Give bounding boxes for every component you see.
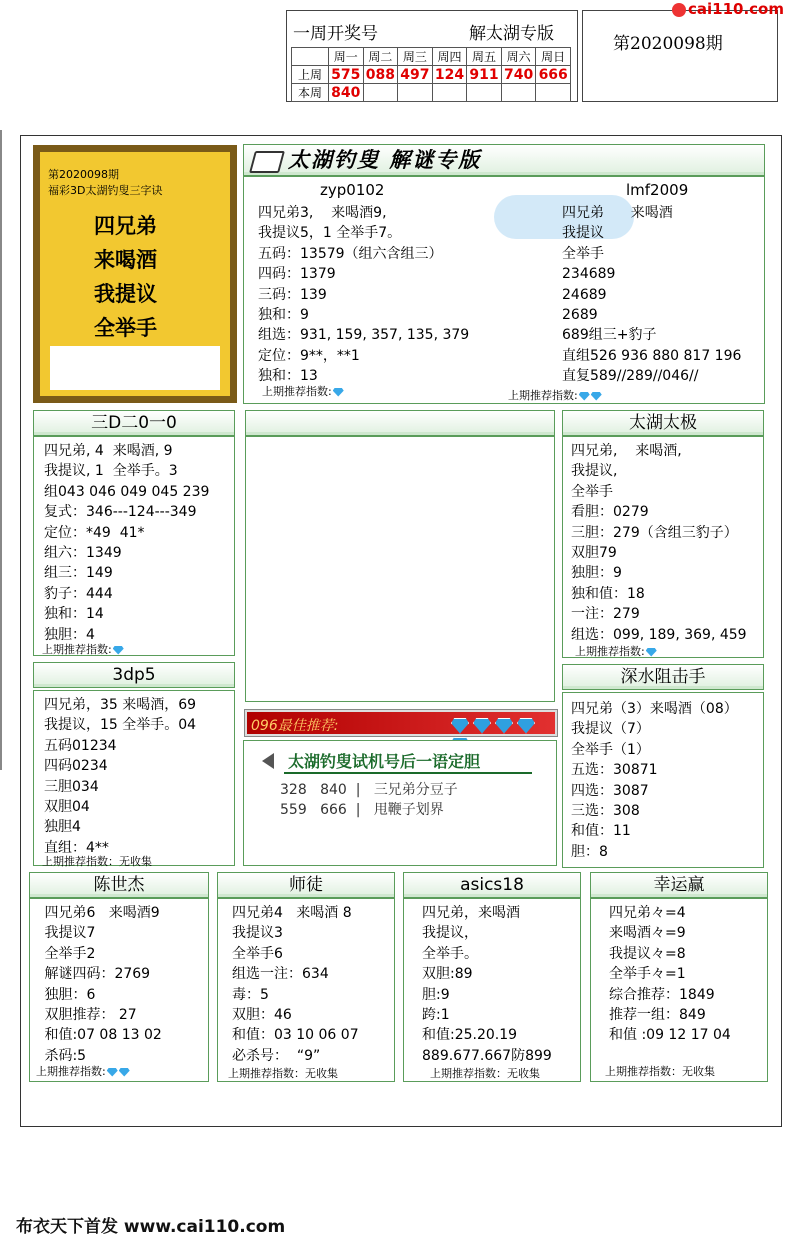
- recommend-index: 上期推荐指数:: [36, 1063, 130, 1079]
- main-title-bar: [243, 144, 765, 176]
- test-number-panel: [243, 740, 557, 866]
- row-label: 本周: [292, 84, 329, 102]
- recommend-index: 上期推荐指数：无收集: [605, 1065, 715, 1078]
- diamond-icon: [113, 646, 124, 655]
- author-name: zyp0102: [320, 181, 385, 199]
- author-name: lmf2009: [626, 181, 689, 199]
- forecast-lines: 四兄弟, 4 来喝酒, 9 我提议, 1 全举手。3 组043 046 049 045 239 复式：346---124---349 定位：*49 41* 组六：1349 组三：149 豹子：444 独和：14 独胆：4: [44, 443, 210, 643]
- period-box: [582, 10, 778, 102]
- best-recommend-bar: [245, 710, 557, 736]
- logo-text: cai110.com: [688, 0, 784, 18]
- panel-title: 幸运赢: [590, 872, 768, 898]
- forecast-lines: 四兄弟3, 来喝酒9, 我提议5，1 全举手7。 五码：13579（组六含组三） 四码：1379 三码：139 独和：9 组选：931, 159, 357, 135, 379 定位：9**，**1 独和：13: [258, 205, 470, 385]
- recommend-index: 上期推荐指数：无收集: [228, 1067, 338, 1080]
- poster-line: 四兄弟: [94, 213, 157, 238]
- period-label: 第2020098期: [613, 34, 723, 54]
- forecast-lines: 四兄弟 来喝酒 我提议 全举手 234689 24689 2689 689组三+豹子 直组526 936 880 817 196 直复589//289//046//: [562, 205, 742, 385]
- recommend-index: 上期推荐指数:: [42, 641, 124, 657]
- weekday-cell: 周三: [398, 48, 433, 66]
- main-title: 太湖钓叟 解谜专版: [288, 147, 482, 172]
- panel-3dp5: [33, 690, 235, 866]
- bottom-banner: 布衣天下首发 www.cai110.com: [16, 1217, 286, 1237]
- diamond-icon: [495, 718, 513, 734]
- forecast-lines: 四兄弟，来喝酒 我提议， 全举手。 双胆:89 胆:9 跨:1 和值:25.20.19 889.677.667防899: [422, 905, 552, 1064]
- test-title: 太湖钓叟试机号后一语定胆: [288, 752, 481, 771]
- row-label: 上周: [292, 66, 329, 84]
- recommend-index: 上期推荐指数:: [508, 387, 602, 403]
- test-row: 559 666 | 甩鞭子划界: [280, 802, 444, 818]
- weekday-cell: 周一: [329, 48, 364, 66]
- forecast-lines: 四兄弟4 来喝酒 8 我提议3 全举手6 组选一注：634 毒：5 双胆：46 和值：03 10 06 07 必杀号： “9”: [232, 905, 359, 1064]
- poster-line: 全举手: [94, 315, 157, 340]
- poster-period: 第2020098期: [48, 168, 119, 181]
- panel-asics: [403, 898, 581, 1082]
- left-edge-line: [0, 130, 2, 770]
- draw-number: [432, 84, 467, 102]
- draw-number: 740: [501, 66, 536, 84]
- panel-chen: [29, 898, 209, 1082]
- draw-number: [363, 84, 398, 102]
- poster-blank-box: [50, 346, 220, 390]
- draw-results-table: [291, 47, 571, 102]
- header-title-mid: 解太湖专版: [469, 24, 554, 44]
- diamond-icon: [591, 392, 602, 401]
- logo-dot-icon: [672, 3, 686, 17]
- diamond-icon: [473, 718, 491, 734]
- forecast-lines: 四兄弟6 来喝酒9 我提议7 全举手2 解谜四码：2769 独胆：6 双胆推荐： 27 和值:07 08 13 02 杀码:5: [44, 905, 162, 1064]
- weekday-cell: 周日: [536, 48, 571, 66]
- weekday-cell: 周五: [467, 48, 502, 66]
- panel-title: 师徒: [217, 872, 395, 898]
- poster-subtitle: 福彩3D太湖钓叟三字诀: [48, 184, 163, 197]
- recommend-index: 上期推荐指数：无收集: [430, 1067, 540, 1080]
- diamond-icon: [517, 718, 535, 734]
- forecast-lines: 四兄弟, 来喝酒, 我提议, 全举手 看胆：0279 三胆：279（含组三豹子） 双胆79 独胆：9 独和值：18 一注：279 组选：099, 189, 369, 459: [571, 443, 747, 643]
- panel-title: 陈世杰: [29, 872, 209, 898]
- site-logo: [672, 0, 784, 18]
- best-recommend-label: 096最佳推荐:: [251, 718, 339, 734]
- center-title-bar: [245, 410, 555, 436]
- draw-number: [398, 84, 433, 102]
- diamond-icon: [646, 648, 657, 657]
- panel-xingyun: [590, 898, 768, 1082]
- recommend-index: 上期推荐指数:: [262, 383, 344, 399]
- poster: [33, 145, 237, 403]
- draw-number: 911: [467, 66, 502, 84]
- recommend-index: 上期推荐指数:: [575, 643, 657, 659]
- draw-number: 575: [329, 66, 364, 84]
- draw-number: 666: [536, 66, 571, 84]
- draw-number: 088: [363, 66, 398, 84]
- draw-number: 840: [329, 84, 364, 102]
- draw-number: [467, 84, 502, 102]
- panel-shitu: [217, 898, 395, 1082]
- panel-title: 深水阻击手: [562, 664, 764, 690]
- draw-results-box: [286, 10, 578, 102]
- poster-line: 我提议: [94, 281, 157, 306]
- test-row: 328 840 | 三兄弟分豆子: [280, 782, 458, 798]
- header-title-left: 一周开奖号: [293, 24, 378, 44]
- diamond-icon: [107, 1068, 118, 1077]
- draw-number: 124: [432, 66, 467, 84]
- draw-number: [536, 84, 571, 102]
- speaker-icon: [262, 753, 274, 769]
- book-icon: [249, 151, 285, 173]
- forecast-lines: 四兄弟（3）来喝酒（08） 我提议（7） 全举手（1） 五选：30871 四选：3087 三选：308 和值：11 胆：8: [571, 701, 738, 860]
- draw-number: 497: [398, 66, 433, 84]
- draw-number: [501, 84, 536, 102]
- poster-inner: [40, 152, 230, 396]
- forecast-lines: 四兄弟，35 来喝酒，69 我提议，15 全举手。04 五码01234 四码0234 三胆034 双胆04 独胆4 直组：4**: [44, 697, 197, 856]
- diamond-icon: [579, 392, 590, 401]
- panel-title: 3dp5: [33, 662, 235, 688]
- diamond-icon: [451, 718, 469, 734]
- panel-3d2010: [33, 436, 235, 656]
- diamond-icon: [119, 1068, 130, 1077]
- forecast-lines: 四兄弟々=4 来喝酒々=9 我提议々=8 全举手々=1 综合推荐：1849 推荐一组：849 和值 :09 12 17 04: [609, 905, 731, 1044]
- weekday-cell: 周二: [363, 48, 398, 66]
- weekday-cell: 周四: [432, 48, 467, 66]
- weekday-cell: 周六: [501, 48, 536, 66]
- test-title-underline: [284, 772, 532, 774]
- diamond-icon: [333, 388, 344, 397]
- top-forecast-panel: [243, 176, 765, 404]
- recommend-index: 上期推荐指数：无收集: [42, 855, 152, 868]
- panel-shenshui: [562, 692, 764, 868]
- panel-taiji: [562, 436, 764, 658]
- panel-title: 三D二0一0: [33, 410, 235, 436]
- center-blank-panel: [245, 436, 555, 702]
- panel-title: 太湖太极: [562, 410, 764, 436]
- panel-title: asics18: [403, 872, 581, 898]
- poster-line: 来喝酒: [94, 247, 157, 272]
